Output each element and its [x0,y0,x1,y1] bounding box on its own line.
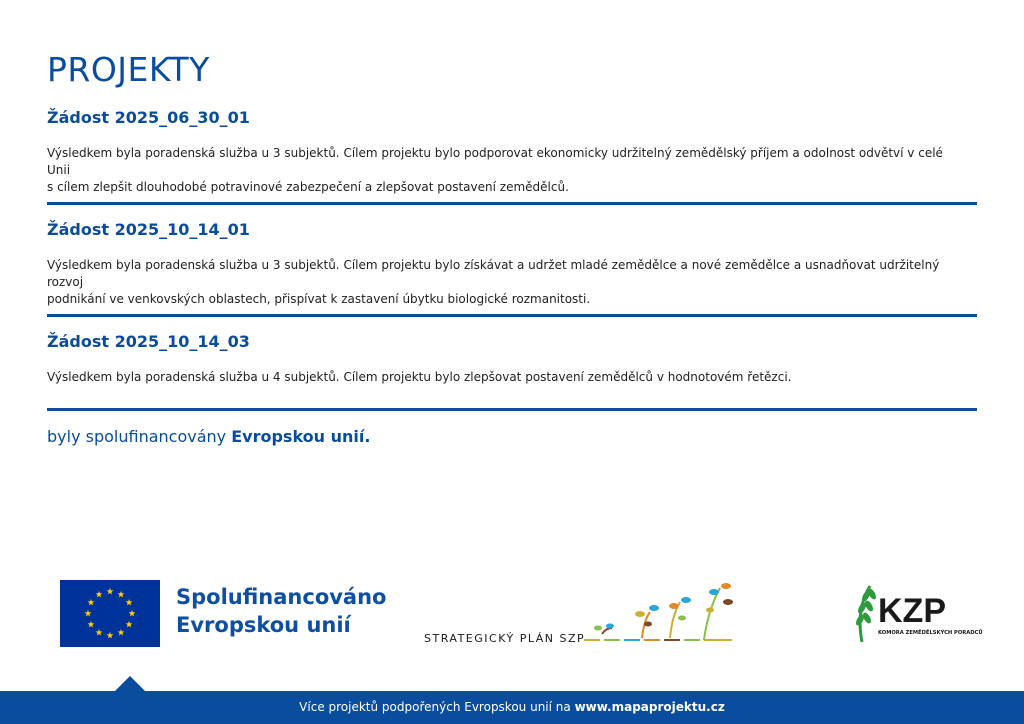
project-section [47,108,977,196]
eu-star [129,610,136,617]
footer-text: Více projektů podpořených Evropskou unií na [299,700,575,714]
eu-star [96,629,103,636]
kzp-abbr: KZP [878,592,946,630]
project-heading: Žádost 2025_06_30_01 [47,108,250,127]
eu-star [85,610,92,617]
section-divider [47,202,977,205]
cofinanced-bold: Evropskou unií. [231,427,371,446]
eu-flag-icon [60,580,160,647]
kzp-full-name: KOMORA ZEMĚDĚLSKÝCH PORADCŮ [878,630,983,636]
project-description [47,145,957,196]
eu-star [118,591,125,598]
eu-star [107,632,114,639]
eu-star [126,621,133,628]
project-section [47,220,977,308]
project-heading: Žádost 2025_10_14_01 [47,220,250,239]
description-line: Výsledkem byla poradenská služba u 3 subjektů. Cílem projektu bylo podporovat ekonomicky udržitelný zemědělský příjem a odolnost odvětví v celé Unii [47,146,943,177]
project-description [47,369,957,386]
project-description [47,257,957,308]
sprouts-icon [582,578,742,648]
eu-star [88,621,95,628]
description-line: Výsledkem byla poradenská služba u 3 subjektů. Cílem projektu bylo získávat a udržet mladé zemědělce a nové zemědělce a usnadňovat udržitelný rozvoj [47,258,940,289]
eu-star [107,588,114,595]
szp-logo-label: STRATEGICKÝ PLÁN SZP [424,632,586,645]
project-heading: Žádost 2025_10_14_03 [47,332,250,351]
eu-star [126,599,133,606]
eu-logo-text [176,583,386,639]
eu-star [88,599,95,606]
cofinanced-statement [47,427,370,446]
description-line: podnikání ve venkovských oblastech, přispívat k zastavení úbytku biologické rozmanitosti. [47,292,591,306]
footer-notch [114,676,146,692]
description-line: Výsledkem byla poradenská služba u 4 subjektů. Cílem projektu bylo zlepšovat postavení zemědělců v hodnotovém řetězci. [47,370,792,384]
section-divider [47,408,977,411]
wheat-icon [854,586,877,642]
footer [0,691,1024,724]
project-section [47,332,977,386]
eu-logo-line: Spolufinancováno [176,585,387,609]
cofinanced-prefix: byly spolufinancovány [47,427,232,446]
section-divider [47,314,977,317]
page-title: PROJEKTY [47,50,210,89]
kzp-logo [852,582,983,646]
eu-star [96,591,103,598]
description-line: s cílem zlepšit dlouhodobé potravinové zabezpečení a zlepšovat postavení zemědělců. [47,180,569,194]
footer-link[interactable]: www.mapaprojektu.cz [574,700,725,714]
eu-star [118,629,125,636]
eu-logo-line: Evropskou unií [176,613,351,637]
